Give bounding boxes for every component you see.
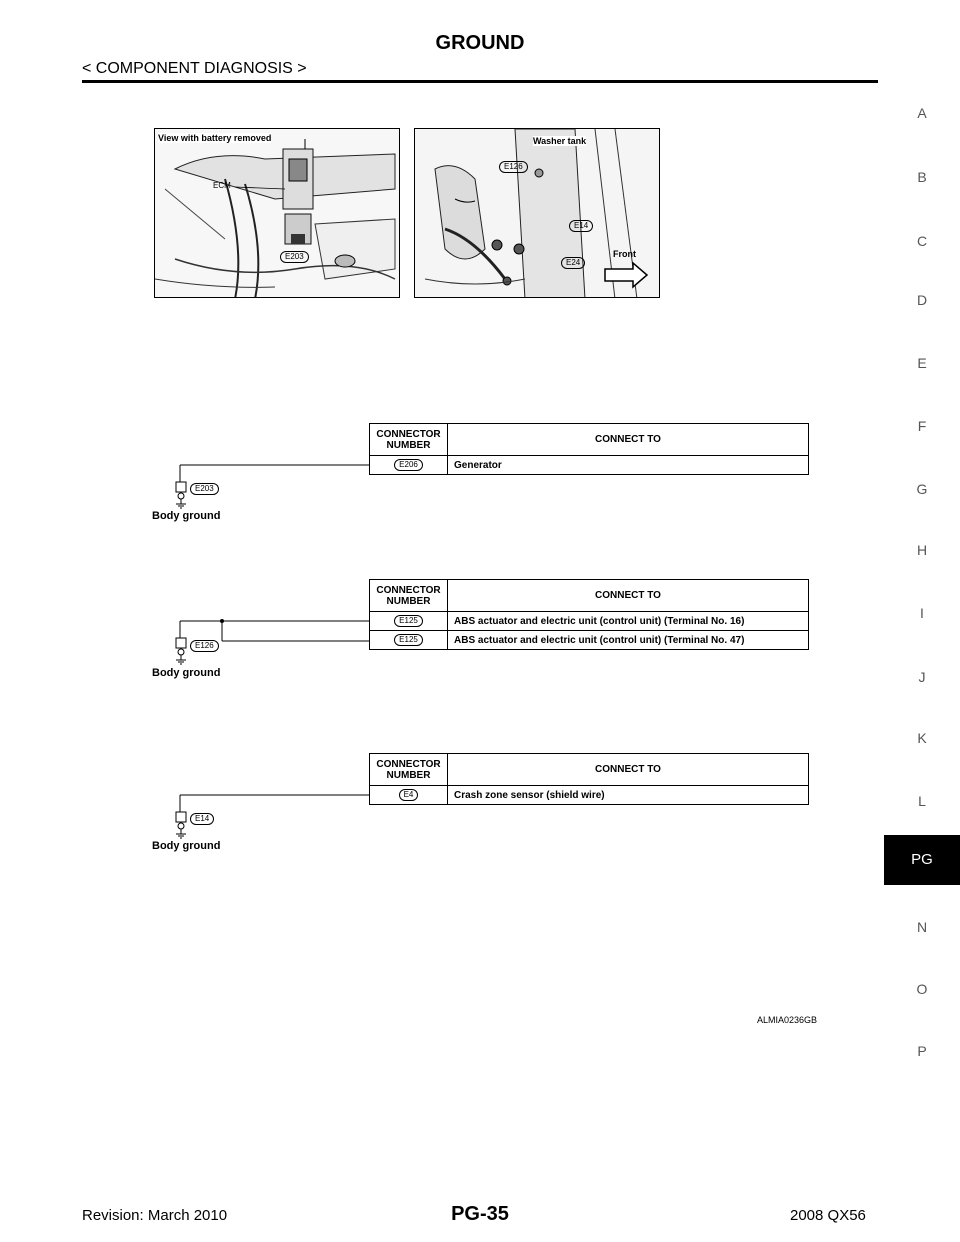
figure-id: ALMIA0236GB — [757, 1015, 818, 1025]
ground-id-e203: E203 — [190, 483, 219, 495]
ground-id-e126: E126 — [190, 640, 219, 652]
ground-label: Body ground — [152, 510, 221, 522]
ground-label: Body ground — [152, 840, 221, 852]
index-tab-e[interactable]: E — [917, 355, 927, 371]
label-washer-tank: Washer tank — [533, 136, 587, 146]
connector-number: E125 — [394, 615, 423, 627]
index-tab-f[interactable]: F — [917, 418, 927, 434]
header-connect-to: CONNECT TO — [448, 580, 809, 612]
header-connector-number: CONNECTOR NUMBER — [370, 580, 448, 612]
table-row — [370, 631, 809, 650]
label-ecm: ECM — [213, 181, 231, 190]
footer-model: 2008 QX56 — [790, 1207, 866, 1224]
index-tab-p[interactable]: P — [917, 1043, 927, 1059]
index-tab-d[interactable]: D — [916, 292, 928, 308]
header-connect-to: CONNECT TO — [448, 424, 809, 456]
connect-to: Generator — [448, 456, 809, 475]
ground-label: Body ground — [152, 667, 221, 679]
connector-table-e14 — [369, 753, 809, 805]
index-tab-g[interactable]: G — [916, 481, 928, 497]
label-front: Front — [613, 249, 636, 259]
label-e24-photo: E24 — [561, 257, 585, 269]
index-tab-j[interactable]: J — [918, 669, 926, 685]
header-connect-to: CONNECT TO — [448, 754, 809, 786]
index-tab-l[interactable]: L — [918, 793, 926, 809]
footer-revision: Revision: March 2010 — [82, 1207, 228, 1224]
index-tab-pg[interactable]: PG — [884, 835, 960, 885]
index-tab-h[interactable]: H — [916, 542, 928, 558]
table-row — [370, 456, 809, 475]
connector-table-e126 — [369, 579, 809, 650]
connector-number: E206 — [394, 459, 423, 471]
index-tab-b[interactable]: B — [917, 169, 927, 185]
index-tab-i[interactable]: I — [920, 605, 924, 621]
table-row — [370, 786, 809, 805]
footer-page-number: PG-35 — [451, 1203, 509, 1225]
index-tab-k[interactable]: K — [917, 730, 927, 746]
connector-table-e203 — [369, 423, 809, 475]
connect-to: ABS actuator and electric unit (control unit) (Terminal No. 47) — [448, 631, 809, 650]
ground-id-e14: E14 — [190, 813, 214, 825]
connector-number: E125 — [394, 634, 423, 646]
header-connector-number: CONNECTOR NUMBER — [370, 754, 448, 786]
connect-to: Crash zone sensor (shield wire) — [448, 786, 809, 805]
table-row — [370, 612, 809, 631]
connector-number: E4 — [399, 789, 419, 801]
photo-caption: View with battery removed — [158, 133, 272, 143]
label-e203-photo: E203 — [280, 251, 309, 263]
section-label: < COMPONENT DIAGNOSIS > — [82, 60, 307, 77]
connect-to: ABS actuator and electric unit (control unit) (Terminal No. 16) — [448, 612, 809, 631]
index-tab-c[interactable]: C — [916, 233, 928, 249]
header-connector-number: CONNECTOR NUMBER — [370, 424, 448, 456]
label-e14-photo: E14 — [569, 220, 593, 232]
index-tab-n[interactable]: N — [916, 919, 928, 935]
page-title: GROUND — [435, 32, 525, 54]
index-tab-o[interactable]: O — [916, 981, 928, 997]
label-e126-photo: E126 — [499, 161, 528, 173]
index-tab-a[interactable]: A — [917, 105, 927, 121]
